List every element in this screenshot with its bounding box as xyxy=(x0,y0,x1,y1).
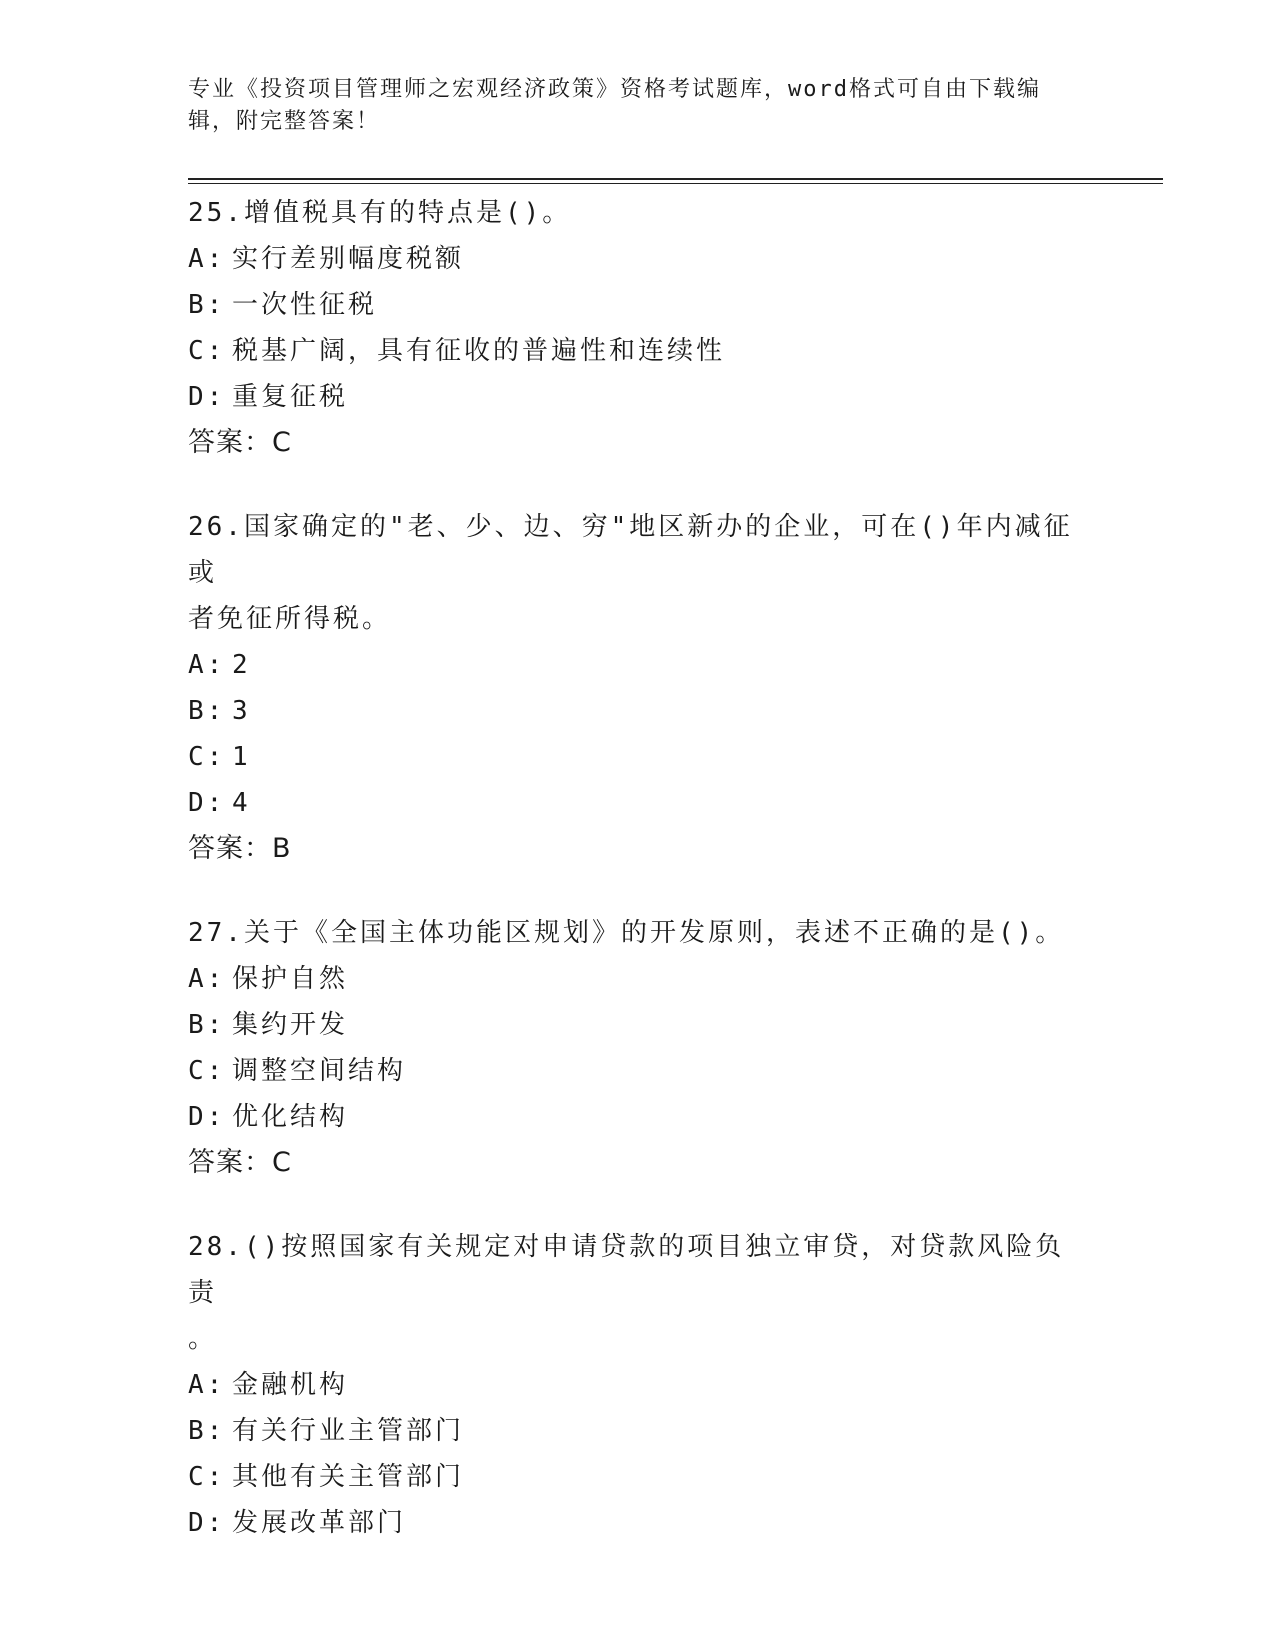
option-text: 金融机构 xyxy=(232,1370,349,1400)
option-text: 4 xyxy=(232,788,251,818)
answer-option xyxy=(188,734,1088,780)
answer-option xyxy=(188,1002,1088,1048)
option-letter: A: xyxy=(188,1370,226,1400)
answer-option xyxy=(188,236,1088,282)
option-text: 调整空间结构 xyxy=(232,1056,407,1086)
question-stem: 28.()按照国家有关规定对申请贷款的项目独立审贷，对贷款风险负责 xyxy=(188,1232,1065,1308)
question-stem: 26.国家确定的"老、少、边、穷"地区新办的企业，可在()年内减征或 xyxy=(188,512,1073,588)
option-letter: B: xyxy=(188,290,226,320)
option-letter: D: xyxy=(188,788,226,818)
option-letter: B: xyxy=(188,1416,226,1446)
answer-option xyxy=(188,1362,1088,1408)
option-text: 一次性征税 xyxy=(232,290,378,320)
option-text: 保护自然 xyxy=(232,964,349,994)
question-list xyxy=(188,190,1088,1584)
option-letter: C: xyxy=(188,1462,226,1492)
option-letter: B: xyxy=(188,1010,226,1040)
option-letter: D: xyxy=(188,1102,226,1132)
answer-option xyxy=(188,1500,1088,1546)
answer-key: 答案：C xyxy=(188,1147,292,1178)
answer-option xyxy=(188,956,1088,1002)
answer-key: 答案：C xyxy=(188,427,292,458)
answer-option xyxy=(188,1454,1088,1500)
answer-option xyxy=(188,688,1088,734)
option-text: 重复征税 xyxy=(232,382,349,412)
option-letter: C: xyxy=(188,336,226,366)
answer-option xyxy=(188,780,1088,826)
option-text: 有关行业主管部门 xyxy=(232,1416,465,1446)
question-stem: 27.关于《全国主体功能区规划》的开发原则，表述不正确的是()。 xyxy=(188,918,1065,948)
option-text: 发展改革部门 xyxy=(232,1508,407,1538)
header-line-2: 辑，附完整答案！ xyxy=(188,109,381,134)
header-line-1: 专业《投资项目管理师之宏观经济政策》资格考试题库，word格式可自由下载编 xyxy=(188,77,1041,102)
option-letter: A: xyxy=(188,244,226,274)
option-letter: A: xyxy=(188,650,226,680)
option-letter: B: xyxy=(188,696,226,726)
answer-option xyxy=(188,282,1088,328)
question-item xyxy=(188,910,1088,1186)
question-item xyxy=(188,190,1088,466)
question-stem: 者免征所得税。 xyxy=(188,604,392,634)
answer-option xyxy=(188,1094,1088,1140)
question-item xyxy=(188,504,1088,872)
option-text: 2 xyxy=(232,650,251,680)
answer-option xyxy=(188,1048,1088,1094)
option-letter: D: xyxy=(188,1508,226,1538)
header-divider-thin xyxy=(188,183,1163,184)
option-text: 1 xyxy=(232,742,251,772)
option-letter: A: xyxy=(188,964,226,994)
answer-option xyxy=(188,1408,1088,1454)
question-item xyxy=(188,1224,1088,1546)
header-divider-thick xyxy=(188,178,1163,180)
option-letter: C: xyxy=(188,742,226,772)
option-text: 实行差别幅度税额 xyxy=(232,244,465,274)
answer-key: 答案：B xyxy=(188,833,292,864)
option-text: 其他有关主管部门 xyxy=(232,1462,465,1492)
option-letter: D: xyxy=(188,382,226,412)
document-header xyxy=(188,74,1068,138)
option-text: 3 xyxy=(232,696,251,726)
answer-option xyxy=(188,642,1088,688)
option-letter: C: xyxy=(188,1056,226,1086)
answer-option xyxy=(188,374,1088,420)
question-stem: 25.增值税具有的特点是()。 xyxy=(188,198,572,228)
option-text: 税基广阔，具有征收的普遍性和连续性 xyxy=(232,336,726,366)
option-text: 优化结构 xyxy=(232,1102,349,1132)
option-text: 集约开发 xyxy=(232,1010,349,1040)
question-stem: 。 xyxy=(188,1324,218,1354)
answer-option xyxy=(188,328,1088,374)
